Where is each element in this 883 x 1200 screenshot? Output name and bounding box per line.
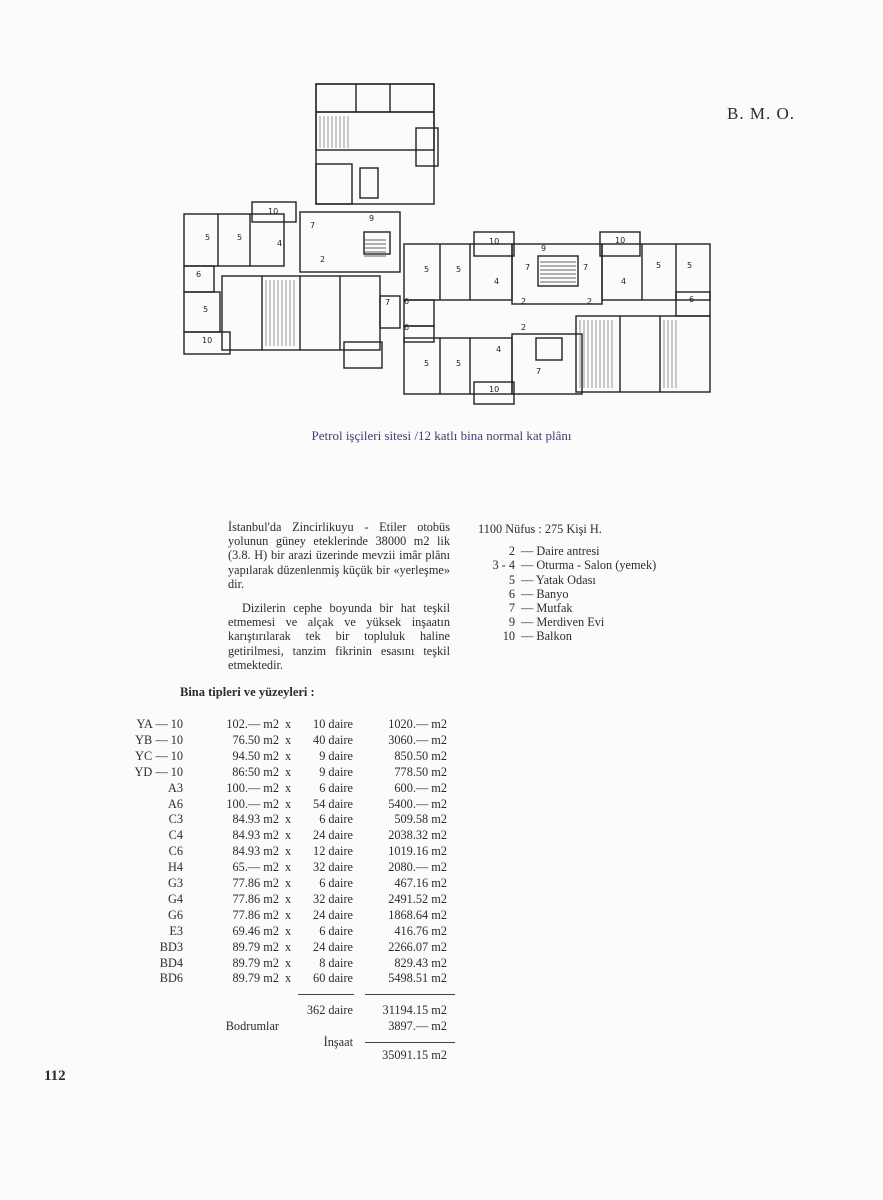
- total-area: 2266.07 m2: [388, 939, 447, 954]
- building-type: BD4: [159, 955, 183, 970]
- building-type: A3: [167, 780, 183, 795]
- legend-label: — Oturma - Salon (yemek): [521, 558, 657, 573]
- table-row: [0, 940, 883, 956]
- table-row: [0, 956, 883, 972]
- intro-paragraph: Dizilerin cephe boyunda bir hat teşkil etmemesi ve alçak ve yüksek inşaatın karıştırılarak tek bir topluluk haline getirilmesi, tanzim fikrinin esasını teşkil etmektedir.: [228, 601, 450, 672]
- building-type: G6: [167, 907, 183, 922]
- plan-room-label: 7: [536, 367, 542, 376]
- table-row: [0, 908, 883, 924]
- table-row: [0, 765, 883, 781]
- table-row: [0, 876, 883, 892]
- plan-room-label: 7: [583, 263, 589, 272]
- table-row: [0, 924, 883, 940]
- bodrumlar-area: 3897.— m2: [388, 1019, 447, 1033]
- plan-room-label: 5: [203, 305, 209, 314]
- legend-number: 9: [508, 615, 515, 630]
- building-type: YD — 10: [134, 764, 183, 779]
- unit-area: 89.79 m2: [232, 939, 279, 954]
- table-row: [0, 781, 883, 797]
- sum-rule: [365, 994, 455, 995]
- multiply-sign: x: [285, 732, 292, 747]
- unit-count: 10 daire: [313, 717, 353, 731]
- building-type: C4: [168, 828, 183, 843]
- table-row: [0, 717, 883, 733]
- legend-number: 3 - 4: [492, 558, 515, 573]
- unit-count: 24 daire: [313, 828, 353, 843]
- building-type: C3: [168, 812, 183, 827]
- legend-number: 7: [508, 601, 515, 616]
- unit-area: 76.50 m2: [232, 732, 279, 747]
- plan-room-label: 7: [525, 263, 531, 272]
- total-area: 416.76 m2: [394, 923, 447, 938]
- unit-count: 9 daire: [319, 764, 353, 779]
- unit-count: 6 daire: [319, 780, 353, 795]
- summary-row: [0, 1003, 883, 1019]
- plan-room-label: 5: [687, 261, 693, 270]
- legend-number: 5: [508, 572, 515, 587]
- unit-count: 6 daire: [319, 923, 353, 938]
- legend-number: 2: [508, 544, 515, 559]
- plan-room-label: 10: [615, 236, 626, 245]
- plan-room-label: 2: [521, 323, 527, 332]
- building-type: E3: [169, 923, 183, 938]
- building-type: A6: [167, 796, 183, 811]
- multiply-sign: x: [285, 955, 292, 970]
- multiply-sign: x: [285, 923, 292, 938]
- unit-count: 40 daire: [313, 732, 353, 747]
- total-area: 509.58 m2: [394, 812, 447, 827]
- plan-room-label: 4: [277, 239, 283, 248]
- unit-count: 6 daire: [319, 876, 353, 890]
- unit-area: 100.— m2: [226, 796, 279, 811]
- multiply-sign: x: [285, 748, 292, 763]
- plan-room-label: 6: [404, 323, 410, 332]
- total-area: 1868.64 m2: [388, 907, 447, 922]
- plan-room-label: 5: [456, 359, 462, 368]
- figure-caption: Petrol işçileri sitesi /12 katlı bina normal kat plânı: [311, 428, 572, 443]
- table-row: [0, 860, 883, 876]
- legend-population: 1100 Nüfus : 275 Kişi H.: [478, 522, 602, 536]
- unit-count: 9 daire: [319, 748, 353, 763]
- plan-room-label: 2: [587, 297, 593, 306]
- plan-room-label: 7: [385, 298, 391, 307]
- plan-room-label: 10: [202, 336, 213, 345]
- multiply-sign: x: [285, 860, 292, 875]
- bodrumlar-label: Bodrumlar: [225, 1019, 279, 1033]
- building-type: YA — 10: [136, 717, 183, 731]
- multiply-sign: x: [285, 828, 292, 843]
- multiply-sign: x: [285, 876, 292, 890]
- total-area: 2038.32 m2: [388, 828, 447, 843]
- unit-count: 24 daire: [313, 907, 353, 922]
- unit-area: 102.— m2: [226, 717, 279, 731]
- total-area: 2080.— m2: [388, 860, 447, 875]
- plan-room-label: 6: [689, 295, 695, 304]
- plan-room-label: 5: [424, 359, 430, 368]
- table-row: [0, 844, 883, 860]
- legend-label: — Banyo: [521, 586, 569, 601]
- multiply-sign: x: [285, 939, 292, 954]
- plan-room-label: 5: [205, 233, 211, 242]
- header-code: B. M. O.: [727, 104, 795, 123]
- building-type: G3: [167, 876, 183, 890]
- plan-room-label: 10: [489, 385, 500, 394]
- table-row: [0, 733, 883, 749]
- plan-room-label: 10: [489, 237, 500, 246]
- building-type: C6: [168, 844, 183, 859]
- multiply-sign: x: [285, 971, 292, 986]
- unit-area: 69.46 m2: [232, 923, 279, 938]
- unit-count: 8 daire: [319, 955, 353, 970]
- page-number: 112: [44, 1068, 66, 1084]
- plan-room-label: 9: [541, 244, 547, 253]
- summary-row: [0, 1048, 883, 1064]
- unit-count: 32 daire: [313, 891, 353, 906]
- building-type: YB — 10: [135, 732, 183, 747]
- building-type: H4: [167, 860, 183, 875]
- total-area: 778.50 m2: [394, 764, 447, 779]
- intro-paragraph: İstanbul'da Zincirlikuyu - Etiler otobüs yolunun güney eteklerinde 38000 m2 lik (3.8. H) bir arazi üzerinde mevzii imâr plânı yapılarak düzenlenmiş küçük bir «yerleşme» dir.: [228, 520, 450, 591]
- unit-area: 89.79 m2: [232, 955, 279, 970]
- building-type: BD6: [159, 971, 183, 986]
- unit-area: 77.86 m2: [232, 891, 279, 906]
- total-area: 5400.— m2: [388, 796, 447, 811]
- legend-label: — Daire antresi: [521, 544, 600, 559]
- grand-total-area: 35091.15 m2: [382, 1048, 447, 1062]
- plan-room-label: 5: [424, 265, 430, 274]
- unit-area: 100.— m2: [226, 780, 279, 795]
- multiply-sign: x: [285, 796, 292, 811]
- multiply-sign: x: [285, 812, 292, 827]
- unit-area: 94.50 m2: [232, 748, 279, 763]
- unit-count: 60 daire: [313, 971, 353, 986]
- plan-room-label: 2: [320, 255, 326, 264]
- plan-room-label: 5: [237, 233, 243, 242]
- total-area: 829.43 m2: [394, 955, 447, 970]
- insaat-label: İnşaat: [323, 1035, 353, 1049]
- total-area: 600.— m2: [394, 780, 447, 795]
- total-area: 1019.16 m2: [388, 844, 447, 859]
- legend-label: — Balkon: [521, 629, 572, 644]
- table-row: [0, 749, 883, 765]
- building-type: BD3: [159, 939, 183, 954]
- plan-room-label: 5: [656, 261, 662, 270]
- multiply-sign: x: [285, 891, 292, 906]
- plan-room-label: 4: [494, 277, 500, 286]
- subtotal-area: 31194.15 m2: [382, 1003, 447, 1017]
- unit-area: 77.86 m2: [232, 876, 279, 890]
- unit-count: 54 daire: [313, 796, 353, 811]
- table-row: [0, 971, 883, 987]
- legend-number: 6: [508, 586, 515, 601]
- plan-room-label: 5: [456, 265, 462, 274]
- table-title: Bina tipleri ve yüzeyleri :: [180, 685, 315, 699]
- total-area: 2491.52 m2: [388, 891, 447, 906]
- unit-area: 65.— m2: [232, 860, 279, 875]
- building-type: YC — 10: [135, 748, 183, 763]
- total-daire: 362 daire: [306, 1003, 353, 1017]
- total-area: 850.50 m2: [394, 748, 447, 763]
- plan-room-label: 6: [196, 270, 202, 279]
- multiply-sign: x: [285, 780, 292, 795]
- plan-room-label: 7: [310, 221, 316, 230]
- unit-area: 89.79 m2: [232, 971, 279, 986]
- table-row: [0, 797, 883, 813]
- unit-count: 12 daire: [313, 844, 353, 859]
- multiply-sign: x: [285, 844, 292, 859]
- unit-area: 77.86 m2: [232, 907, 279, 922]
- table-row: [0, 892, 883, 908]
- plan-room-label: 10: [268, 207, 279, 216]
- plan-room-label: 4: [496, 345, 502, 354]
- total-area: 467.16 m2: [394, 876, 447, 890]
- table-row: [0, 828, 883, 844]
- sum-rule: [298, 994, 354, 995]
- legend-label: — Mutfak: [521, 601, 573, 616]
- multiply-sign: x: [285, 907, 292, 922]
- legend-number: 10: [502, 629, 515, 644]
- unit-count: 32 daire: [313, 860, 353, 875]
- sum-rule: [365, 1042, 455, 1043]
- multiply-sign: x: [285, 764, 292, 779]
- total-area: 1020.— m2: [388, 717, 447, 731]
- summary-row: [0, 1019, 883, 1035]
- legend-label: — Merdiven Evi: [521, 615, 605, 630]
- unit-area: 84.93 m2: [232, 828, 279, 843]
- plan-room-label: 4: [621, 277, 627, 286]
- unit-count: 24 daire: [313, 939, 353, 954]
- plan-room-label: 2: [521, 297, 527, 306]
- unit-area: 84.93 m2: [232, 844, 279, 859]
- total-area: 5498.51 m2: [388, 971, 447, 986]
- unit-area: 86:50 m2: [232, 764, 279, 779]
- multiply-sign: x: [285, 717, 292, 731]
- table-row: [0, 812, 883, 828]
- unit-count: 6 daire: [319, 812, 353, 827]
- plan-room-label: 9: [369, 214, 375, 223]
- total-area: 3060.— m2: [388, 732, 447, 747]
- building-type: G4: [167, 891, 183, 906]
- legend-label: — Yatak Odası: [521, 572, 596, 587]
- plan-room-label: 6: [404, 297, 410, 306]
- unit-area: 84.93 m2: [232, 812, 279, 827]
